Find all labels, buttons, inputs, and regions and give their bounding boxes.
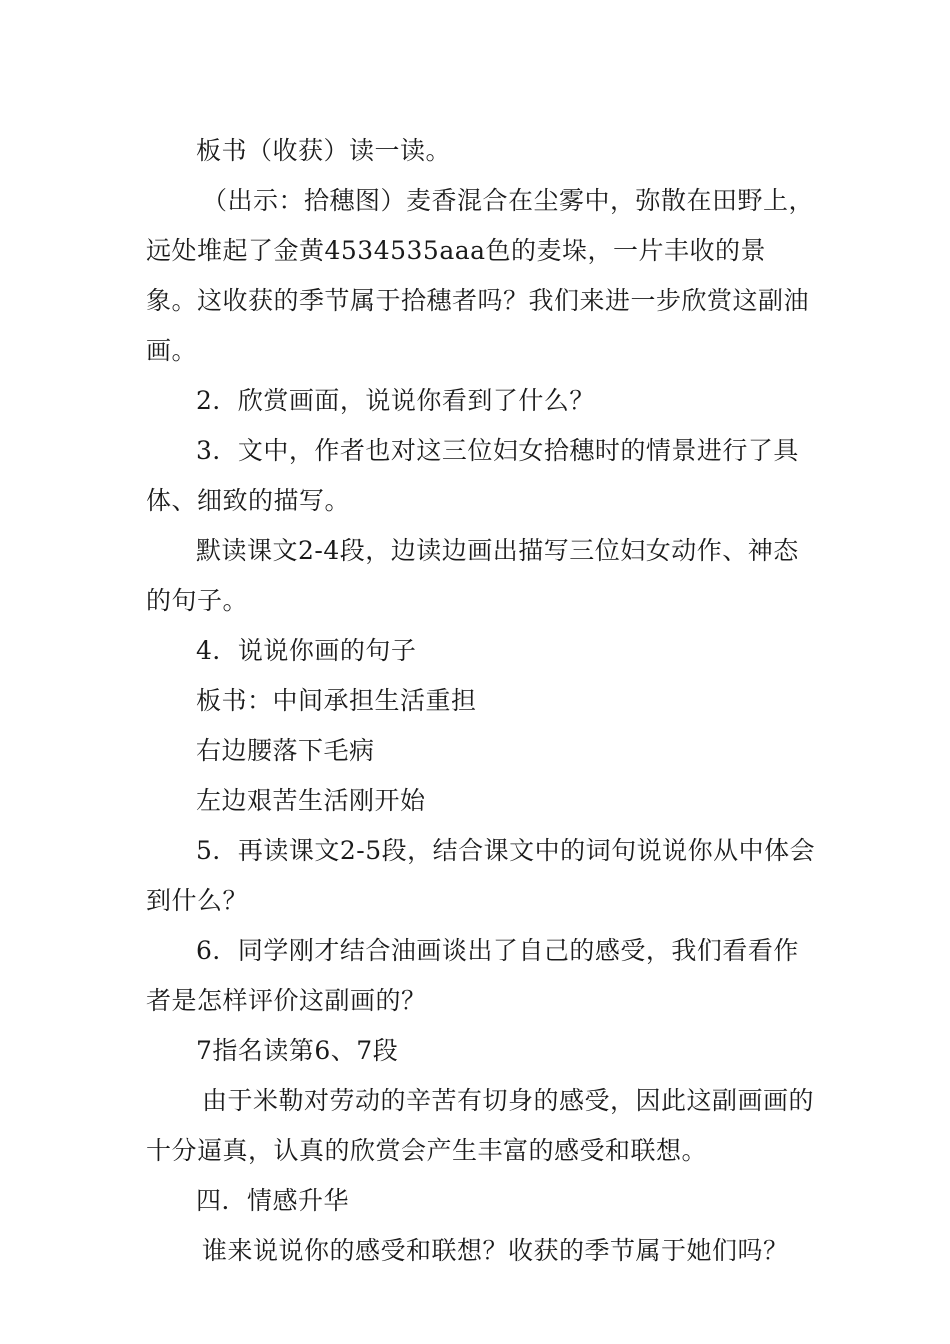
paragraph-step-4: 4．说说你画的句子	[196, 636, 417, 665]
paragraph-miller: 由于米勒对劳动的辛苦有切身的感受，因此这副画画的十分逼真，认真的欣赏会产生丰富的感受和联想。	[146, 1086, 815, 1165]
paragraph-board-left: 左边艰苦生活刚开始	[196, 786, 426, 815]
paragraph-silent-read: 默读课文2-4段，边读边画出描写三位妇女动作、神态的句子。	[146, 536, 799, 615]
paragraph-board-harvest: 板书（收获）读一读。	[196, 136, 452, 165]
paragraph-step-7: 7指名读第6、7段	[196, 1036, 399, 1065]
document-body	[146, 126, 816, 1276]
paragraph-step-2: 2．欣赏画面，说说你看到了什么？	[196, 386, 595, 415]
paragraph-board-middle: 板书：中间承担生活重担	[196, 686, 477, 715]
paragraph-step-3: 3．文中，作者也对这三位妇女拾穗时的情景进行了具体、细致的描写。	[146, 436, 799, 515]
paragraph-who-says: 谁来说说你的感受和联想？收获的季节属于她们吗？	[202, 1236, 789, 1265]
paragraph-section-4: 四．情感升华	[196, 1186, 350, 1215]
paragraph-step-6: 6．同学刚才结合油画谈出了自己的感受，我们看看作者是怎样评价这副画的？	[146, 936, 799, 1015]
paragraph-step-5: 5．再读课文2-5段，结合课文中的词句说说你从中体会到什么？	[146, 836, 816, 915]
paragraph-board-right: 右边腰落下毛病	[196, 736, 375, 765]
paragraph-show-picture: （出示：拾穗图）麦香混合在尘雾中，弥散在田野上，远处堆起了金黄4534535aaa色的麦垛，一片丰收的景象。这收获的季节属于拾穗者吗？我们来进一步欣赏这副油画。	[146, 186, 815, 365]
